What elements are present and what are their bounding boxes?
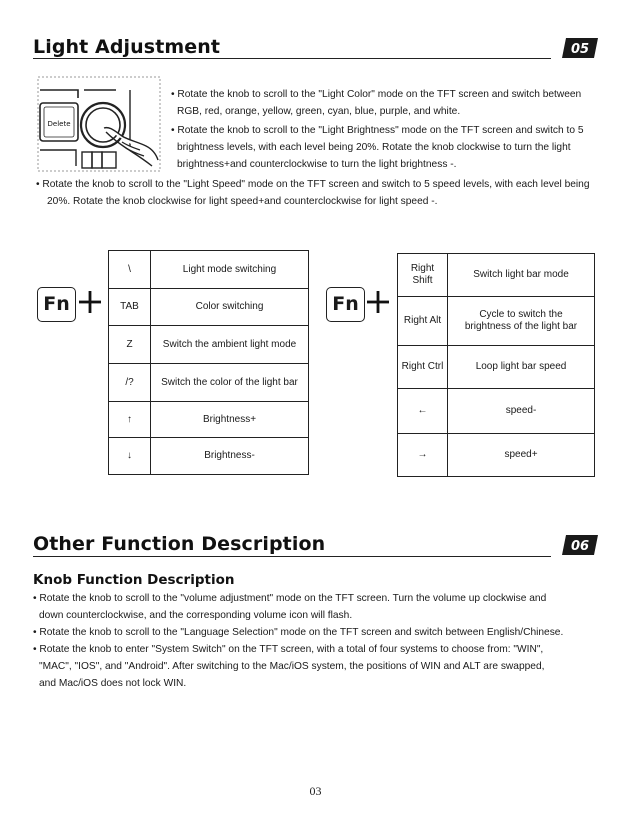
text-line: and Mac/iOS does not lock WIN. — [39, 678, 187, 689]
text-line: "MAC", "IOS", and "Android". After switching to the Mac/iOS system, the positions of WIN and ALT are swapped, — [39, 661, 545, 672]
light-speed-bullet — [36, 176, 590, 210]
text-line: • Rotate the knob to scroll to the "Light Speed" mode on the TFT screen and switch to 5 speed levels, with each level being — [36, 179, 590, 190]
key-cell: Right Shift — [398, 254, 448, 297]
key-cell: ↓ — [109, 438, 151, 475]
text-line: • Rotate the knob to scroll to the "Language Selection" mode on the TFT screen and switch between English/Chinese. — [33, 627, 564, 638]
function-cell: Color switching — [151, 289, 309, 326]
table-row — [398, 346, 595, 389]
table-row — [398, 297, 595, 346]
text-line: • Rotate the knob to scroll to the "Light Brightness" mode on the TFT screen and switch to 5 — [171, 125, 584, 136]
text-line: • Rotate the knob to scroll to the "Light Color" mode on the TFT screen and switch between — [171, 89, 582, 100]
table-row — [109, 438, 309, 475]
function-cell: speed+ — [448, 434, 595, 477]
key-cell: → — [398, 434, 448, 477]
key-cell: Z — [109, 326, 151, 364]
key-cell: ↑ — [109, 402, 151, 438]
table-row — [109, 364, 309, 402]
table-row — [398, 254, 595, 297]
text-line: brightness levels, with each level being 20%. Rotate the knob clockwise to turn the light — [177, 142, 571, 153]
delete-key-label: Delete — [47, 120, 71, 128]
knob-function-text — [33, 590, 563, 692]
function-cell: Cycle to switch the brightness of the light bar — [448, 297, 595, 346]
text-line: brightness+and counterclockwise to turn the light brightness -. — [177, 159, 457, 170]
section-badge-label: 06 — [570, 539, 590, 554]
light-brightness-bullet — [171, 122, 583, 173]
light-color-bullet — [171, 86, 581, 120]
table-row — [109, 402, 309, 438]
table-row — [109, 251, 309, 289]
function-cell: Loop light bar speed — [448, 346, 595, 389]
knob-illustration — [30, 76, 162, 176]
fn-shortcut-table-left — [108, 250, 309, 475]
section-divider — [33, 58, 551, 59]
function-cell: Brightness- — [151, 438, 309, 475]
function-cell: Light mode switching — [151, 251, 309, 289]
table-row — [109, 289, 309, 326]
text-line: down counterclockwise, and the corresponding volume icon will flash. — [39, 610, 353, 621]
section-badge-06 — [562, 535, 598, 555]
section-badge-label: 05 — [570, 42, 590, 57]
table-row — [398, 434, 595, 477]
text-line: 20%. Rotate the knob clockwise for light speed+and counterclockwise for light speed -. — [47, 196, 438, 207]
knob-function-subtitle: Knob Function Description — [33, 572, 235, 588]
function-cell: Brightness+ — [151, 402, 309, 438]
fn-key: Fn — [37, 287, 76, 322]
key-cell: ← — [398, 389, 448, 434]
key-cell: Right Alt — [398, 297, 448, 346]
plus-icon — [78, 290, 102, 319]
section-badge-05 — [562, 38, 598, 58]
text-line: • Rotate the knob to scroll to the "volume adjustment" mode on the TFT screen. Turn the volume up clockwise and — [33, 593, 547, 604]
section-divider — [33, 556, 551, 557]
text-line: • Rotate the knob to enter "System Switch" on the TFT screen, with a total of four systems to choose from: "WIN", — [33, 644, 544, 655]
function-cell: speed- — [448, 389, 595, 434]
key-cell: TAB — [109, 289, 151, 326]
function-cell: Switch the ambient light mode — [151, 326, 309, 364]
table-row — [109, 326, 309, 364]
table-row — [398, 389, 595, 434]
key-cell: /? — [109, 364, 151, 402]
key-cell: \ — [109, 251, 151, 289]
key-cell: Right Ctrl — [398, 346, 448, 389]
fn-key: Fn — [326, 287, 365, 322]
section-title-light-adjustment: Light Adjustment — [33, 36, 221, 58]
fn-shortcut-table-right — [397, 253, 595, 477]
page-number: 03 — [309, 784, 322, 798]
function-cell: Switch light bar mode — [448, 254, 595, 297]
section-title-other-functions: Other Function Description — [33, 533, 326, 555]
text-line: RGB, red, orange, yellow, green, cyan, blue, purple, and white. — [177, 106, 461, 117]
function-cell: Switch the color of the light bar — [151, 364, 309, 402]
plus-icon — [366, 290, 390, 319]
